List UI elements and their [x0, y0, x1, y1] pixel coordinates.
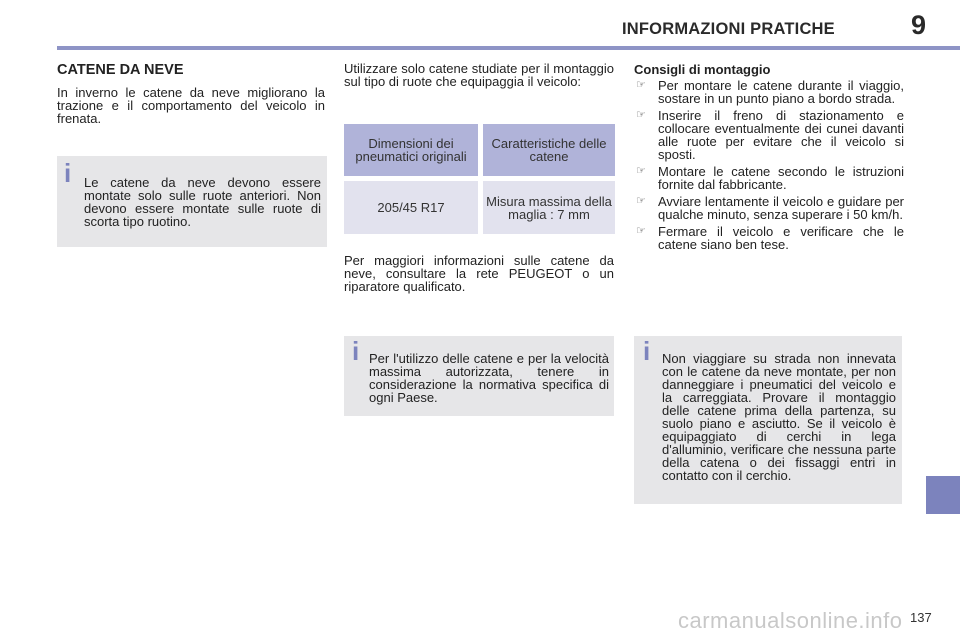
pointing-hand-icon: ☞: [636, 109, 646, 121]
list-item-text: Avviare lentamente il veicolo e guidare per qualche minuto, senza superare i 50 km/h.: [658, 194, 904, 222]
list-item: [634, 79, 904, 105]
info-box-snowless-road-warning: [634, 336, 902, 504]
page-header-title: INFORMAZIONI PRATICHE: [622, 20, 835, 38]
list-item-text: Inserire il freno di stazionamento e collocare eventualmente dei cunei davanti alle ruote per evitare che il veicolo si sposti.: [658, 108, 904, 162]
page-number: 137: [910, 610, 932, 625]
info-box-front-wheels: [57, 156, 327, 247]
intro-paragraph: In inverno le catene da neve migliorano la trazione e il comportamento del veicolo in frenata.: [57, 85, 325, 126]
more-info-paragraph: Per maggiori informazioni sulle catene da neve, consultare la rete PEUGEOT o un riparatore qualificato.: [344, 253, 614, 294]
info-icon: i: [64, 158, 72, 188]
table-cell-tyre-size: 205/45 R17: [344, 181, 478, 234]
list-item: [634, 225, 904, 251]
info-box-text: Per l'utilizzo delle catene e per la velocità massima autorizzata, tenere in considerazione la normativa specifica di ogni Paese.: [369, 351, 609, 405]
pointing-hand-icon: ☞: [636, 79, 646, 91]
mounting-tips-list: [634, 79, 904, 255]
list-item: [634, 195, 904, 221]
info-icon: i: [643, 336, 651, 366]
list-item: [634, 165, 904, 191]
list-item-text: Montare le catene secondo le istruzioni fornite dal fabbricante.: [658, 164, 904, 192]
info-box-text: Le catene da neve devono essere montate solo sulle ruote anteriori. Non devono essere montate sulle ruote di scorta tipo ruotino.: [84, 175, 321, 229]
section-title: CATENE DA NEVE: [57, 62, 184, 78]
table-header-chain-spec: Caratteristiche delle catene: [483, 124, 615, 176]
info-box-speed-regulation: [344, 336, 614, 416]
table-cell-chain-spec: Misura massima della maglia : 7 mm: [483, 181, 615, 234]
table-header-tyre-size: Dimensioni dei pneumatici originali: [344, 124, 478, 176]
usage-paragraph: Utilizzare solo catene studiate per il montaggio sul tipo di ruote che equipaggia il veicolo:: [344, 61, 614, 89]
watermark: carmanualsonline.info: [678, 608, 903, 633]
info-icon: i: [352, 336, 360, 366]
info-box-text: Non viaggiare su strada non innevata con le catene da neve montate, per non danneggiare i pneumatici del veicolo e la carreggiata. Provare il montaggio delle catene prima della partenza, su suolo piano e asciutto. Se il veicolo è equipaggiato di cerchi in lega d'alluminio, verificare che nessuna parte della catena o dei fissaggi entri in contatto con il cerchio.: [662, 351, 896, 483]
pointing-hand-icon: ☞: [636, 225, 646, 237]
list-item: [634, 109, 904, 161]
list-item-text: Per montare le catene durante il viaggio, sostare in un punto piano a bordo strada.: [658, 78, 904, 106]
list-item-text: Fermare il veicolo e verificare che le catene siano ben tese.: [658, 224, 904, 252]
header-divider: [57, 46, 960, 50]
mounting-tips-title: Consigli di montaggio: [634, 62, 771, 77]
pointing-hand-icon: ☞: [636, 195, 646, 207]
chapter-side-tab: [926, 476, 960, 514]
chapter-number: 9: [911, 10, 927, 40]
pointing-hand-icon: ☞: [636, 165, 646, 177]
